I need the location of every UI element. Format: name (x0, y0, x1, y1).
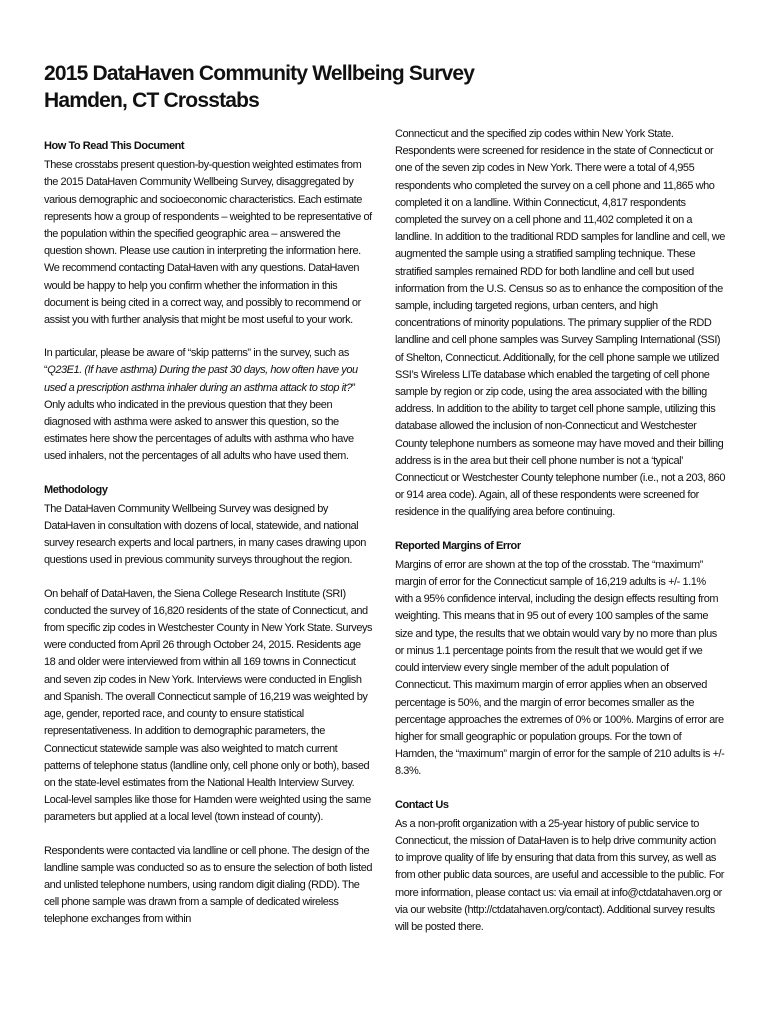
skip-pattern-rest: ” Only adults who indicated in the previous question that they been diagnosed with asthma were asked to answer this question, so the estimates here show the percentages of adults with asthma who have used inhalers, not the percentages of all adults who have used them. (44, 381, 356, 463)
skip-pattern-intro: In particular, please be aware of “skip patterns” in the survey, such as “ (44, 347, 349, 377)
contact-paragraph: As a non-profit organization with a 25-year history of public service to Connecticut, the mission of DataHaven is to help drive community action to improve quality of life by ensuring that data from this survey, as well as from other public data sources, are useful and accessible to the public. For more information, please contact us: via email at info@ctdatahaven.org or via our website (http://ctdatahaven.org/contact). Additional survey results will be posted there. (395, 817, 724, 933)
methodology-paragraph-sampling: Respondents were contacted via landline or cell phone. The design of the landline sample was conducted so as to ensure the selection of both listed and unlisted telephone numbers, using random digit dialing (RDD). The cell phone sample was drawn from a sample of dedicated wireless telephone exchanges from within (44, 844, 373, 926)
skip-pattern-paragraph (44, 345, 374, 465)
document-title (44, 60, 475, 114)
methodology-heading: Methodology (44, 483, 108, 496)
margins-paragraph: Margins of error are shown at the top of the crosstab. The “maximum” margin of error for the Connecticut sample of 16,219 adults is +/- 1.1% with a 95% confidence interval, including the design effects resulting from weighting. This means that in 95 out of every 100 samples of the same size and type, the results that we obtain would vary by no more than plus or minus 1.1 percentage points from the result that we would get if we could interview every single member of the adult population of Connecticut. This maximum margin of error applies when an observed percentage is 50%, and the margin of error becomes smaller as the percentage approaches the extremes of 0% or 100%. Margins of error are higher for small geographic or population groups. For the town of Hamden, the “maximum” margin of error for the sample of 210 adults is +/- 8.3%. (395, 558, 725, 778)
methodology-continued-paragraph: Connecticut and the specified zip codes within New York State. Respondents were screened for residence in the state of Connecticut or one of the seven zip codes in New York. There were a total of 4,955 respondents who completed the survey on a cell phone and 11,865 who completed it on a landline. Within Connecticut, 4,817 respondents completed the survey on a cell phone and 11,402 completed it on a landline. In addition to the traditional RDD samples for landline and cell, we augmented the sample using a stratified sampling technique. These stratified samples remained RDD for both landline and cell but used information from the U.S. Census so as to enhance the composition of the sample, including targeted regions, urban centers, and high concentrations of minority populations. The primary supplier of the RDD landline and cell phone samples was Survey Sampling International (SSI) of Shelton, Connecticut. Additionally, for the cell phone sample we utilized SSI’s Wireless LITe database which enabled the targeting of cell phone sample by region or zip code, using the area associated with the billing address. In addition to the ability to target cell phone sample, utilizing this database allowed the inclusion of non-Connecticut and Westchester County telephone numbers as someone may have moved and their billing address is in the area but their cell phone number is not a ‘typical’ Connecticut or Westchester County telephone number (i.e., not a 203, 860 or 914 area code). Again, all of these respondents were screened for residence in the qualifying area before continuing. (395, 128, 725, 519)
how-to-read-heading: How To Read This Document (44, 140, 185, 152)
methodology-paragraph-conduct: On behalf of DataHaven, the Siena College Research Institute (SRI) conducted the survey of 16,820 residents of the state of Connecticut, and from specific zip codes in Westchester County in New York State. Surveys were conducted from April 26 through October 24, 2015. Residents age 18 and older were interviewed from within all 169 towns in Connecticut and seven zip codes in New York. Interviews were conducted in English and Spanish. The overall Connecticut sample of 16,219 was weighted by age, gender, reported race, and county to ensure statistical representativeness. In addition to demographic parameters, the Connecticut statewide sample was also weighted to match current patterns of telephone status (landline only, cell phone only or both), based on the state-level estimates from the National Health Interview Survey. Local-level samples like those for Hamden were weighted using the same parameters but applied at a local level (town instead of county). (44, 587, 373, 824)
contact-heading: Contact Us (395, 798, 449, 811)
skip-pattern-question: Q23E1. (If have asthma) During the past 30 days, how often have you used a prescription asthma inhaler during an asthma attack to stop it? (44, 364, 358, 394)
title-line-town: Hamden, CT Crosstabs (44, 89, 260, 112)
title-line-survey: 2015 DataHaven Community Wellbeing Survey (44, 62, 475, 85)
how-to-read-paragraph: These crosstabs present question-by-question weighted estimates from the 2015 DataHaven Community Wellbeing Survey, disaggregated by various demographic and socioeconomic characteristics. Each estimate represents how a group of respondents – weighted to be representative of the population within the specified geographic area – answered the question shown. Please use caution in interpreting the information here. We recommend contacting DataHaven with any questions. DataHaven would be happy to help you confirm whether the information in this document is being cited in a correct way, and possibly to recommend or assist you with further analysis that might be most useful to your work. (44, 159, 372, 327)
left-column (44, 138, 374, 945)
margins-heading: Reported Margins of Error (395, 539, 521, 552)
methodology-paragraph-design: The DataHaven Community Wellbeing Survey was designed by DataHaven in consultation with dozens of local, statewide, and national survey research experts and local partners, in many cases drawing upon questions used in previous community surveys throughout the region. (44, 502, 366, 567)
right-column (395, 126, 725, 952)
